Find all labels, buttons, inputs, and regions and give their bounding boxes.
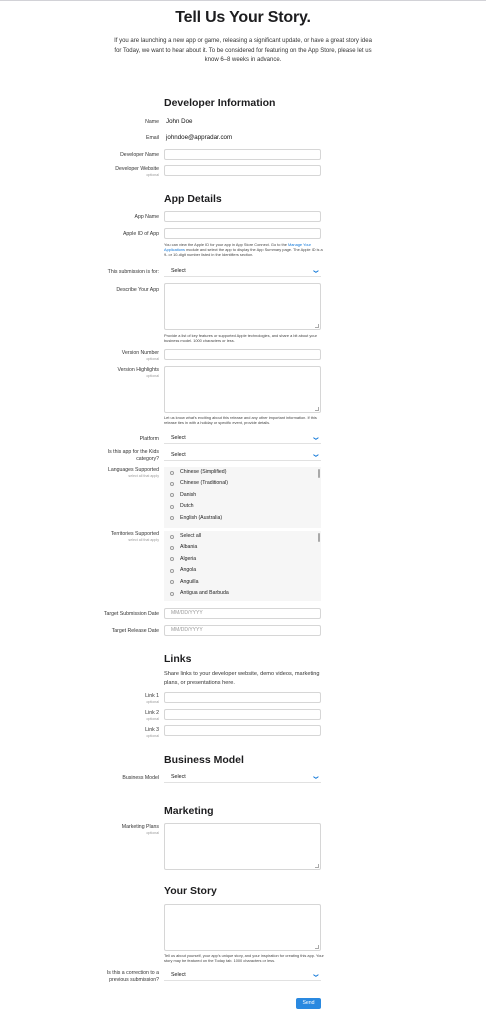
describe-app-textarea[interactable] — [164, 283, 321, 330]
language-option[interactable] — [164, 478, 321, 489]
languages-label — [108, 467, 159, 478]
developer-website-label-text: Developer Website — [115, 166, 159, 172]
developer-name-label: Developer Name — [120, 152, 159, 158]
language-option[interactable] — [164, 513, 321, 524]
language-option-label: Danish — [180, 491, 197, 498]
territory-option[interactable] — [164, 565, 321, 576]
territory-option-label: Anguilla — [180, 578, 199, 585]
business-model-section-heading: Business Model — [164, 754, 244, 766]
version-highlights-help: Let us know what's exciting about this release and any other important information. If this release ties in with a holiday or specific event, provide details. — [164, 415, 317, 426]
optional-hint: optional — [146, 716, 159, 721]
checkbox-icon[interactable] — [170, 493, 174, 497]
app-name-input[interactable] — [164, 211, 321, 222]
chevron-down-icon: ❯ — [312, 775, 319, 780]
submission-type-value: Select — [171, 268, 186, 274]
version-highlights-label-text: Version Highlights — [117, 367, 159, 373]
language-option[interactable] — [164, 490, 321, 501]
link-2-input[interactable] — [164, 709, 321, 720]
checkbox-icon[interactable] — [170, 471, 174, 475]
territory-option[interactable] — [164, 577, 321, 588]
kids-category-value: Select — [171, 452, 186, 458]
platform-label: Platform — [139, 436, 159, 442]
send-button[interactable]: Send — [296, 998, 321, 1009]
your-story-help: Tell us about yourself, your app's unique story, and your inspiration for creating this app. Your story may be featured on the Today tab. 1000 characters or less. — [164, 953, 324, 964]
kids-category-label-line-2: category? — [136, 455, 159, 462]
target-submission-input[interactable]: MM/DD/YYYY — [164, 608, 321, 619]
language-option-label: Dutch — [180, 503, 194, 510]
correction-label-line-1: Is this a correction to a — [106, 970, 159, 976]
link-3-label-text: Link 3 — [145, 727, 159, 733]
optional-hint: optional — [146, 172, 159, 177]
chevron-down-icon: ❯ — [312, 269, 319, 274]
kids-category-label-line-1: Is this app for the Kids — [107, 449, 159, 455]
kids-category-label — [108, 449, 159, 462]
app-details-section-heading: App Details — [164, 193, 222, 205]
business-model-value: Select — [171, 774, 186, 780]
optional-hint: optional — [146, 699, 159, 704]
checkbox-icon[interactable] — [170, 546, 174, 550]
territories-list[interactable] — [164, 531, 321, 601]
language-option[interactable] — [164, 501, 321, 512]
link-1-label-text: Link 1 — [145, 693, 159, 699]
resize-grip-icon[interactable] — [315, 864, 319, 868]
business-model-label: Business Model — [122, 775, 159, 781]
intro-text: If you are launching a new app or game, releasing a significant update, or have a great story idea for Today, we want to hear about it. To be considered for featuring on the App Store, please let us know 6–8 weeks in advance. — [114, 38, 372, 63]
optional-hint: optional — [146, 830, 159, 835]
link-1-input[interactable] — [164, 692, 321, 703]
top-divider — [0, 0, 486, 1]
territory-option-label: Algeria — [180, 555, 197, 562]
language-option-label: Chinese (Simplified) — [180, 469, 227, 475]
territories-label — [111, 531, 159, 542]
marketing-section-heading: Marketing — [164, 805, 214, 817]
territory-option-label: Antigua and Barbuda — [180, 589, 229, 596]
business-model-select[interactable] — [164, 772, 321, 783]
version-highlights-textarea[interactable] — [164, 366, 321, 413]
select-all-hint: select all that apply — [128, 537, 159, 542]
version-number-label — [122, 350, 159, 361]
developer-website-label — [115, 166, 159, 177]
languages-list[interactable] — [164, 467, 321, 528]
checkbox-icon[interactable] — [170, 557, 174, 561]
territory-option[interactable] — [164, 542, 321, 553]
marketing-plans-label — [122, 824, 159, 835]
checkbox-icon[interactable] — [170, 482, 174, 486]
resize-grip-icon[interactable] — [315, 945, 319, 949]
territory-option[interactable] — [164, 554, 321, 565]
correction-select[interactable] — [164, 970, 321, 981]
languages-label-text: Languages Supported — [107, 467, 159, 473]
marketing-plans-textarea[interactable] — [164, 823, 321, 870]
manage-applications-link[interactable]: Manage Your Applications — [164, 242, 311, 253]
optional-hint: optional — [146, 356, 159, 361]
email-value: johndoe@appradar.com — [166, 134, 233, 141]
developer-website-input[interactable] — [164, 165, 321, 176]
correction-label-line-2: previous submission? — [109, 976, 159, 983]
resize-grip-icon[interactable] — [315, 407, 319, 411]
optional-hint: optional — [146, 733, 159, 738]
submission-type-label: This submission is for: — [107, 269, 159, 275]
apple-id-help-text-2: module and select the app to display the App Summary page. The Apple ID is a 9- or 10-digit number listed in the Identifiers section. — [164, 247, 323, 258]
optional-hint: optional — [146, 373, 159, 378]
links-description: Share links to your developer website, demo videos, marketing plans, or presentations here. — [164, 671, 320, 686]
app-name-label: App Name — [134, 214, 159, 220]
link-1-label — [145, 693, 159, 704]
apple-id-help — [164, 242, 324, 257]
developer-name-input[interactable] — [164, 149, 321, 160]
checkbox-icon[interactable] — [170, 569, 174, 573]
checkbox-icon[interactable] — [170, 516, 174, 520]
platform-value: Select — [171, 435, 186, 441]
submission-type-select[interactable] — [164, 266, 321, 277]
checkbox-icon[interactable] — [170, 580, 174, 584]
target-release-input[interactable]: MM/DD/YYYY — [164, 625, 321, 636]
correction-value: Select — [171, 972, 186, 978]
version-number-label-text: Version Number — [121, 350, 159, 356]
target-submission-label: Target Submission Date — [103, 611, 159, 617]
version-number-input[interactable] — [164, 349, 321, 360]
kids-category-select[interactable] — [164, 450, 321, 461]
apple-id-help-text-1: You can view the Apple ID for your app in App Store Connect. Go to the — [164, 242, 289, 247]
territory-option-label: Albania — [180, 544, 198, 551]
link-3-input[interactable] — [164, 725, 321, 736]
language-option-label: English (Australia) — [180, 514, 223, 521]
your-story-section-heading: Your Story — [164, 885, 217, 897]
resize-grip-icon[interactable] — [315, 324, 319, 328]
page-title: Tell Us Your Story. — [175, 9, 311, 26]
checkbox-icon[interactable] — [170, 535, 174, 539]
apple-id-label: Apple ID of App — [122, 231, 159, 237]
target-release-label: Target Release Date — [111, 628, 159, 634]
chevron-down-icon: ❯ — [312, 973, 319, 978]
describe-app-help: Provide a list of key features or supported Apple technologies, and share a bit about your business model. 1000 characters or less. — [164, 333, 317, 344]
checkbox-icon[interactable] — [170, 592, 174, 596]
language-option[interactable] — [164, 467, 321, 478]
territories-label-text: Territories Supported — [110, 531, 159, 537]
territory-option[interactable] — [164, 531, 321, 542]
territory-option-label: Angola — [180, 567, 197, 574]
your-story-textarea[interactable] — [164, 904, 321, 951]
link-3-label — [145, 727, 159, 738]
select-all-hint: select all that apply — [128, 473, 159, 478]
links-section-heading: Links — [164, 653, 192, 665]
version-highlights-label — [117, 367, 159, 378]
correction-label — [107, 970, 159, 983]
chevron-down-icon: ❯ — [312, 453, 319, 458]
link-2-label-text: Link 2 — [145, 710, 159, 716]
chevron-down-icon: ❯ — [312, 436, 319, 441]
describe-app-label: Describe Your App — [116, 287, 159, 293]
platform-select[interactable] — [164, 433, 321, 444]
territory-option[interactable] — [164, 588, 321, 599]
language-option-label: Chinese (Traditional) — [180, 480, 228, 487]
territory-option-label: Select all — [180, 533, 202, 539]
marketing-plans-label-text: Marketing Plans — [121, 824, 159, 830]
name-value: John Doe — [166, 118, 193, 125]
apple-id-input[interactable] — [164, 228, 321, 239]
developer-section-heading: Developer Information — [164, 97, 276, 109]
name-label: Name — [145, 119, 159, 125]
link-2-label — [145, 710, 159, 721]
email-label: Email — [146, 135, 159, 141]
checkbox-icon[interactable] — [170, 505, 174, 509]
